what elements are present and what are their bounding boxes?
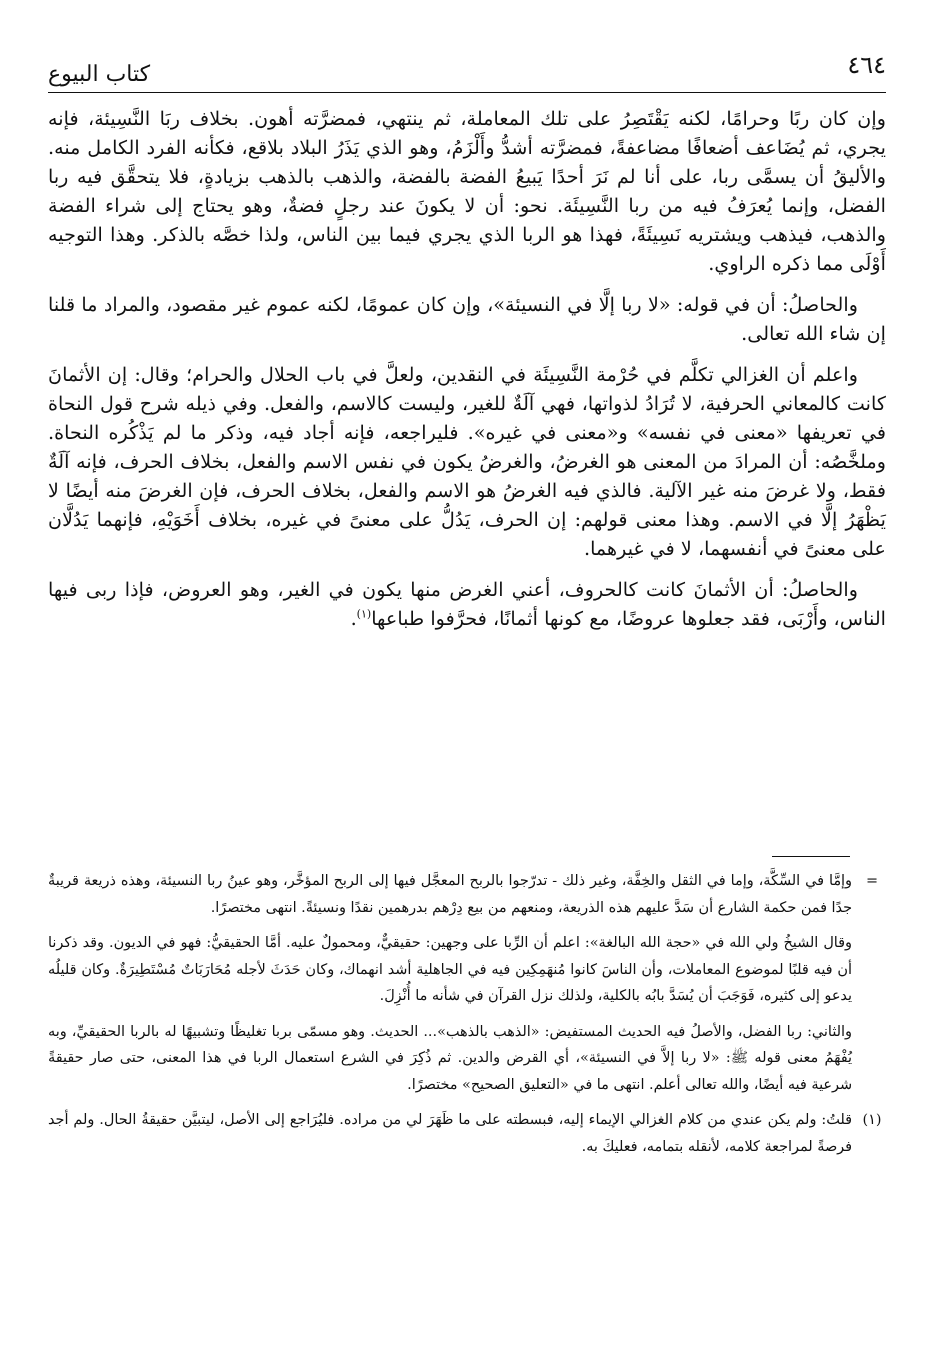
paragraph-text: والحاصلُ: أن في قوله: «لا ربا إلَّا في النسيئة»، وإن كان عمومًا، لكنه عموم غير مقصود، والمراد ما قلنا إن شاء الله تعالى.	[48, 293, 886, 345]
continuation-marker: =	[865, 873, 879, 889]
footnote-text: قلتُ: ولم يكن عندي من كلام الغزالي الإيماء إليه، فبسطته على ما ظَهَرَ لي من مراده. فليُرَاجع إلى الأصل، ليتبيَّن حقيقةُ الحال. ولم أجد فرصةً لمراجعة كلامه، لأنقله بتمامه، فعليكَ به.	[48, 1112, 852, 1155]
footnote-continuation	[48, 930, 886, 1010]
book-title: كتاب البيوع	[48, 62, 151, 87]
paragraph-text: واعلم أن الغزالي تكلَّم في حُرْمة النَّسِيئَة في النقدين، ولعلَّ في باب الحلال والحرام؛ وقال: إن الأثمانَ كانت كالمعاني الحرفية، لا تُرَادُ لذواتها، فهي آلَةٌ للغير، وليست كالاسم، والفعل. وفي ذيله شرح قول النحاة في تعريفها «معنى في نفسه» و«معنى في غيره». فليراجعه، فإنه أجاد فيه، وذكر ما لم يَذْكُره النحاة. وملخَّصُه: أن المرادَ من المعنى هو الغرضُ، والغرضُ يكون في نفس الاسم والفعل، بخلاف الحرف، فإنه آلَةٌ فقط، ولا غرضَ منه غير الآلية. فالذي فيه الغرضُ هو الاسم والفعل، بخلاف الحرف، فإن الغرضَ منه أيضًا لا يَظْهَرُ إلَّا في الاسم. وهذا معنى قولهم: إن الحرف، يَدُلُّ على معنىً في غيره، بخلاف أَخَوَيْهِ، فإنهما يَدُلَّان على معنىً في أنفسهما، لا في غيرهما.	[48, 363, 886, 560]
footnote-reference[interactable]: (١)	[356, 607, 372, 621]
footnote-continuation	[48, 1019, 886, 1099]
footnote-separator	[772, 856, 850, 857]
footnote-1	[48, 1107, 886, 1160]
header-rule	[48, 92, 886, 93]
footnote-text: وقال الشيخُ ولي الله في «حجة الله البالغة»: اعلم أن الرِّبا على وجهين: حقيقيٌّ، ومحمولٌ عليه. أمَّا الحقيقيُّ: فهو في الديون. وقد ذكرنا أن فيه قلبًا لموضوع المعاملات، وأن الناسَ كانوا مُنهَمِكِين فيه في الجاهلية أشد انهماك، وكان حَدَثَ لأجله مُحَارَبَاتٌ مُسْتَطِيرَةٌ. وكان قليلُه يدعو إلى كثيره، فَوَجَبَ أن يُسَدَّ بابُه بالكلية، ولذلك نزل القرآن في شأنه ما أُنْزِلَ.	[48, 935, 852, 1004]
main-text	[48, 104, 886, 645]
paragraph-text: وإن كان ربًا وحرامًا، لكنه يَقْتَصِرُ على تلك المعاملة، ثم ينتهي، فمضرَّته أهون. بخلاف ربَا النَّسِيئة، فإنه يجري، ثم يُضَاعف أضعافًا مضاعفةً، فمضرَّته أشدُّ وأَلْزَمُ، وهو الذي يَذَرُ البلاد بلاقع، فكأنه الفرد الكامل منه. والأليقُ أن يسمَّى ربا، على أنا لم نَرَ أحدًا يَبيعُ الفضة بالفضة، والذهب بالذهب بزيادةٍ، فلا يتحقَّق فيه ربا الفضل، وإنما يُعرَفُ فيه من ربا النَّسِيئَة. نحو: أن لا يكونَ عند رجلٍ فضةٌ، وهو يحتاج إلى شراء الفضة والذهب، فيذهب ويشتريه نَسِيئَةً، فهذا هو الربا الذي يجري فيما بين الناس، ولذا خصَّه بالذكر. وهذا التوجيه أَوْلَى مما ذكره الراوي.	[48, 107, 886, 275]
footnote-text: والثاني: ربا الفضل، والأصلُ فيه الحديث المستفيض: «الذهب بالذهب»... الحديث. وهو مسمّى بربا تغليظًا وتشبيهًا له بالربا الحقيقيِّ، وبه يُفْهَمُ معنى قوله ﷺ: «لا ربا إلاَّ في النسيئة»، أي القرض والدين. ثم ذُكِرَ في الشرع استعمال الربا في هذا المعنى، حتى صار حقيقةً شرعية فيه أيضًا، والله تعالى أعلم. انتهى ما في «التعليق الصحيح» مختصرًا.	[48, 1023, 852, 1093]
footnote-continuation	[48, 868, 886, 921]
paragraph	[48, 104, 886, 278]
running-header	[48, 48, 886, 98]
paragraph-text: والحاصلُ: أن الأثمانَ كانت كالحروف، أعني الغرض منها يكون في الغير، وهو العروض، فإذا ربى فيها الناس، وأَرْبَى، فقد جعلوها عروضًا، مع كونها أثمانًا، فحرَّفوا طباعها	[48, 578, 886, 630]
paragraph: والحاصلُ: أن الأثمانَ كانت كالحروف، أعني الغرض منها يكون في الغير، وهو العروض، فإذا ربى فيها الناس، وأَرْبَى، فقد جعلوها عروضًا، مع كونها أثمانًا، فحرَّفوا طباعها$^{(١)}$.	[48, 578, 886, 630]
paragraph	[48, 360, 886, 563]
page-number: ٤٦٤	[847, 51, 886, 79]
paragraph	[48, 290, 886, 348]
footnote-text: وإمَّا في السِّكَّة، وإما في الثقل والخِفَّة، وغير ذلك - تدرّجوا بالربح المعجَّل فيها إلى الربح المؤخَّر، وهو عينُ ربا النسيئة، وهذه ذريعة قريبةٌ جدًا فمن حكمة الشارع أن سَدَّ عليهم هذه الذريعة، ومنعهم من بيع دِرْهم بدرهمين نقدًا ونسيئةً. انتهى مختصرًا.	[48, 873, 852, 916]
footnote-marker: (١)	[862, 1112, 882, 1128]
footnotes	[48, 868, 886, 1169]
